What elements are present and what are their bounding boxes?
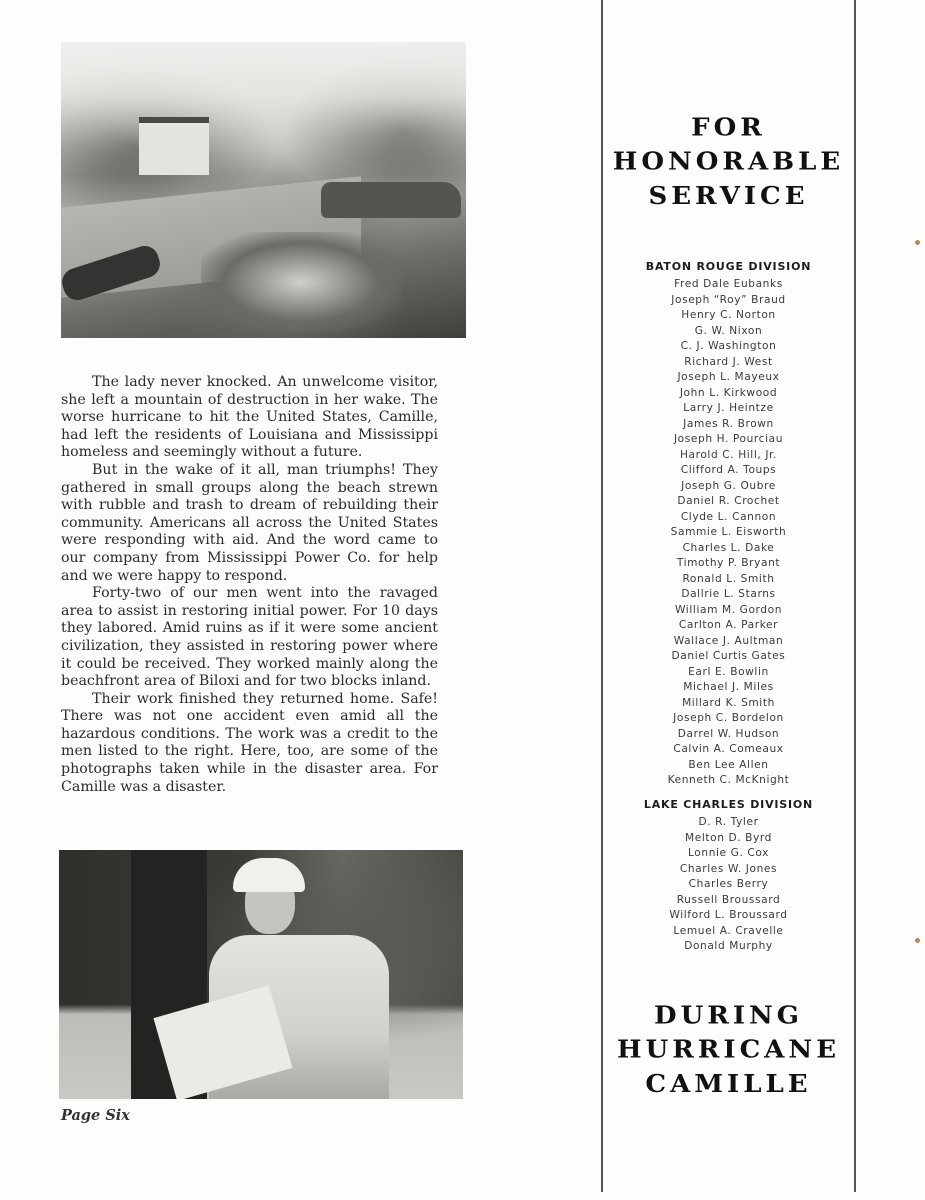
roster-name: Richard J. West — [684, 355, 773, 368]
baton-rouge-roster — [603, 259, 854, 789]
roster-name: Charles L. Dake — [682, 541, 775, 554]
roster-name: Millard K. Smith — [682, 696, 775, 709]
roster-name: Larry J. Heintze — [683, 402, 774, 414]
roster-name: Donald Murphy — [684, 940, 773, 952]
article-body — [61, 374, 438, 796]
roster-name: Clyde L. Cannon — [680, 510, 777, 523]
headline-line: SERVICE — [648, 181, 809, 211]
roster-name: Carlton A. Parker — [678, 619, 779, 631]
roster-name: C. J. Washington — [680, 340, 777, 352]
roster-name: Wilford L. Broussard — [669, 909, 788, 921]
headline-line: DURING — [654, 1001, 803, 1031]
photo-hardhat — [233, 858, 305, 892]
roster-name: Kenneth C. McKnight — [667, 774, 790, 786]
roster-name: Harold C. Hill, Jr. — [679, 448, 778, 461]
roster-name: Lonnie G. Cox — [687, 847, 770, 859]
roster-name: James R. Brown — [683, 417, 774, 430]
roster-name: Ronald L. Smith — [682, 572, 775, 585]
headline-during-hurricane-camille — [603, 999, 854, 1102]
sidebar-rule-right — [854, 0, 856, 1192]
article-paragraph: Forty-two of our men went into the ravaged area to assist in restoring initial power. For 10 days they labored. Amid ruins as if it were some ancient civilization, they assisted in restoring power where it could be received. They worked mainly along the beachfront area of Biloxi and for two blocks inland. — [61, 585, 438, 690]
roster-name: Joseph H. Pourciau — [673, 433, 784, 445]
lineman-photo — [59, 850, 463, 1099]
roster-name: Timothy P. Bryant — [676, 557, 781, 569]
headline-line: HURRICANE — [616, 1035, 841, 1065]
roster-name: Ben Lee Allen — [688, 758, 769, 771]
division-title: BATON ROUGE DIVISION — [645, 260, 812, 273]
photo-house — [139, 117, 209, 175]
roster-name: Sammie L. Eisworth — [670, 526, 787, 538]
roster-name: Daniel R. Crochet — [677, 495, 780, 507]
page-number: Page Six — [61, 1107, 130, 1124]
roster-name: Charles W. Jones — [679, 862, 778, 875]
roster-name: Daniel Curtis Gates — [671, 650, 786, 662]
division-title: LAKE CHARLES DIVISION — [643, 798, 814, 811]
roster-name: D. R. Tyler — [698, 816, 759, 828]
hurricane-damage-photo — [61, 42, 466, 338]
roster-name: Henry C. Norton — [681, 309, 776, 321]
headline-line: CAMILLE — [645, 1069, 812, 1099]
photo-car — [321, 182, 461, 218]
roster-name: Dallrie L. Starns — [681, 588, 776, 600]
roster-name: Russell Broussard — [676, 893, 781, 906]
roster-name: Melton D. Byrd — [684, 831, 773, 844]
roster-name: John L. Kirkwood — [679, 386, 778, 399]
article-paragraph: But in the wake of it all, man triumphs! They gathered in small groups along the beach strewn with rubble and trash to dream of rebuilding their community. Americans all across the United States were responding with aid. And the word came to our company from Mississippi Power Co. for help and we were happy to respond. — [61, 461, 438, 584]
roster-name: Joseph G. Oubre — [681, 479, 776, 492]
roster-name: Lemuel A. Cravelle — [673, 924, 784, 937]
roster-name: Clifford A. Toups — [680, 464, 777, 476]
roster-name: William M. Gordon — [674, 603, 783, 616]
roster-name: Joseph “Roy” Braud — [671, 293, 786, 306]
rust-mark — [915, 240, 920, 245]
article-paragraph: Their work finished they returned home. Safe! There was not one accident even amid all the hazardous conditions. The work was a credit to the men listed to the right. Here, too, are some of the photographs taken while in the disaster area. For Camille was a disaster. — [61, 690, 438, 795]
roster-name: Calvin A. Comeaux — [673, 743, 784, 755]
headline-for-honorable-service — [603, 111, 854, 214]
roster-name: Darrel W. Hudson — [677, 727, 780, 740]
roster-name: Fred Dale Eubanks — [674, 278, 783, 290]
roster-name: Earl E. Bowlin — [688, 665, 769, 678]
roster-name: Michael J. Miles — [683, 681, 774, 693]
roster-name: G. W. Nixon — [694, 324, 763, 337]
roster-name: Wallace J. Aultman — [673, 634, 784, 647]
roster-name: Joseph C. Bordelon — [673, 712, 784, 724]
headline-line: FOR — [691, 113, 766, 143]
rust-mark — [915, 938, 920, 943]
roster-name: Joseph L. Mayeux — [677, 371, 780, 383]
roster-names — [603, 277, 854, 789]
article-paragraph: The lady never knocked. An unwelcome visitor, she left a mountain of destruction in her wake. The worse hurricane to hit the United States, Camille, had left the residents of Louisiana and Mississippi homeless and seemingly without a future. — [61, 374, 438, 461]
photo-debris — [201, 232, 401, 332]
roster-name: Charles Berry — [688, 878, 769, 890]
roster-names — [603, 815, 854, 955]
lake-charles-roster — [603, 797, 854, 955]
headline-line: HONORABLE — [612, 147, 845, 177]
